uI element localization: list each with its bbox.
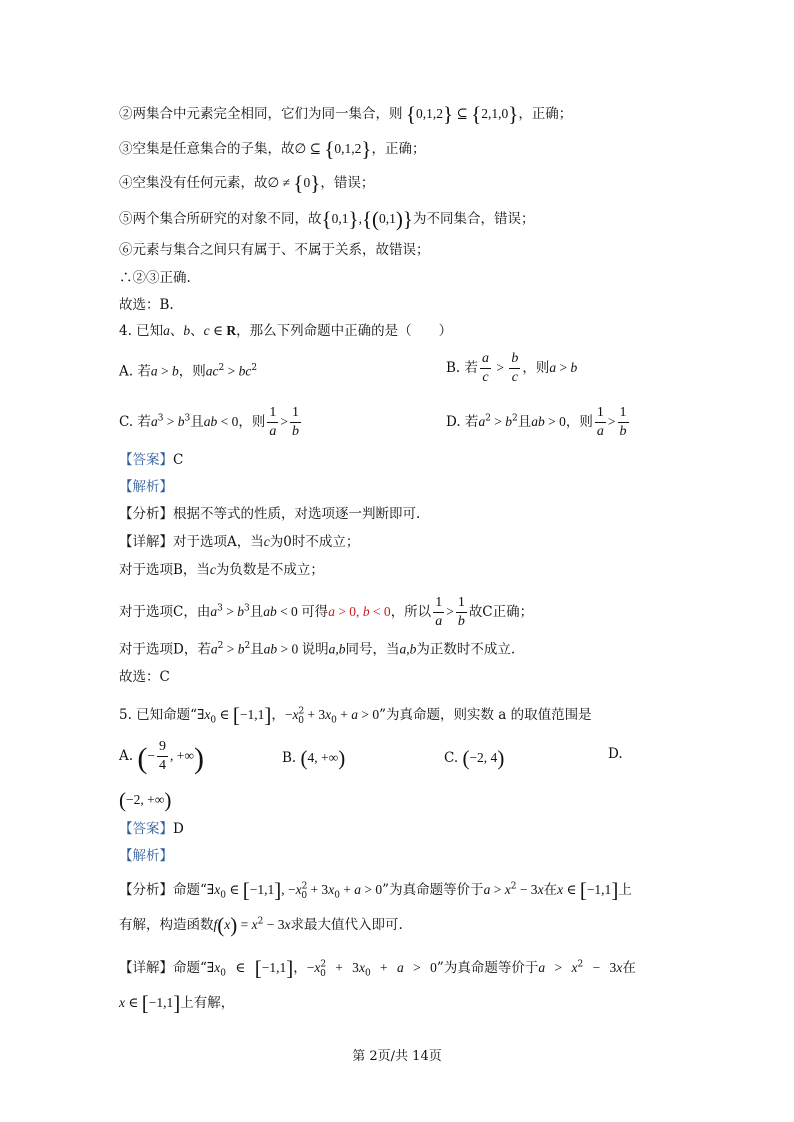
answer-tag: 【答案】: [119, 821, 173, 837]
set: 0,1: [331, 211, 349, 226]
detail-text: 上有解，: [180, 995, 235, 1011]
q4-answer: [119, 454, 183, 468]
option-label: C.: [444, 750, 459, 766]
fenxi-text: 命题“: [173, 882, 207, 898]
q4-conclusion: 故选：C: [119, 669, 170, 685]
set-a: 0,1,2: [415, 106, 443, 121]
q4-detail-2: 对于选项B，当c为负数是不成立；: [119, 562, 324, 578]
detail-text: 对于选项D，若: [119, 641, 211, 658]
q4-option-d: D. 若$a^2 > b^2$且ab > 0，则 $\frac{1}{a}$ > $\frac{1}{b}$: [446, 405, 627, 439]
line-text: ⑤两个集合所研究的对象不同，故: [119, 211, 322, 227]
detail-text: 对于选项B，当: [119, 562, 210, 578]
q5-fenxi-1: 【分析】命题“$\exists x_0$ ∈ [−1,1], $-x^2_0 + 3x_0 + a > 0$”为真命题等价于$a > x^2 - 3x$在x ∈ [−1,1]上: [119, 878, 632, 902]
q4-detail-3: 对于选项C，由$a^3 > b^3$且ab < 0 可得a > 0, b < 0，所以 $\frac{1}{a}$ > $\frac{1}{b}$ 故C正确；: [119, 595, 534, 629]
detail-text: 为0时不成立；: [269, 534, 360, 550]
q5-option-d-value: (−2, +∞): [119, 788, 172, 812]
text-line-5: ⑥元素与集合之间只有属于、不属于关系，故错误；: [119, 242, 430, 258]
text-line-3: ④空集没有任何元素，故∅ ≠ {0}，错误；: [119, 171, 375, 195]
fenxi-text: 上: [618, 882, 632, 898]
stem-text: ，: [271, 707, 285, 723]
option-label: D. 若: [446, 414, 479, 430]
fenxi-text: 有解，构造函数: [119, 917, 214, 933]
set: 0,1,2: [334, 141, 362, 156]
option-text: 且: [517, 414, 532, 430]
text-line-6: ∴②③正确.: [119, 270, 191, 286]
q4-fenxi: [119, 508, 420, 522]
detail-text: 同号，当: [345, 641, 400, 658]
q4-analysis-tag: 【解析】: [119, 479, 173, 495]
detail-text: ”为真命题等价于: [436, 960, 539, 976]
fenxi-tag: 【分析】: [119, 506, 173, 522]
page-footer: 第 2页/共 14页: [352, 1049, 442, 1064]
stem-text: 4. 已知: [119, 323, 164, 339]
detail-text: 为负数是不成立；: [215, 562, 324, 578]
set: 0,1: [379, 211, 396, 226]
detail-text: 对于选项A，当: [173, 534, 264, 550]
stem-text: ，那么下列命题中正确的是（ ）: [236, 323, 453, 339]
line-text: ，错误；: [320, 175, 375, 191]
line-text: 为不同集合，错误；: [413, 211, 535, 227]
fenxi-tag: 【分析】: [119, 882, 173, 898]
q4-option-b: B. 若 $\frac{a}{c}$ > $\frac{b}{c}$ ，则a > b: [446, 351, 578, 385]
option-text: ，则: [522, 360, 550, 376]
detail-text: 说明: [301, 641, 329, 658]
answer-value: C: [173, 452, 184, 468]
q5-option-d: [608, 748, 623, 762]
detail-tag: 【详解】: [119, 534, 173, 550]
fenxi-text: 在: [543, 882, 558, 898]
q4-stem: 4. 已知a、b、c ∈ R，那么下列命题中正确的是（ ）: [119, 323, 453, 339]
q5-stem: 5. 已知命题“$\exists x_0$ ∈ [−1,1]，$-x^2_0 + 3x_0 + a > 0$”为真命题，则实数 a 的取值范围是: [119, 703, 592, 727]
option-text: 且: [190, 414, 204, 430]
option-label: B.: [282, 750, 297, 766]
option-text: ，则: [178, 363, 206, 380]
detail-text: 可得: [301, 604, 329, 620]
fenxi-text: 求最大值代入即可.: [290, 917, 403, 933]
detail-text: 故C正确；: [468, 604, 534, 620]
option-text: ，则: [565, 414, 593, 430]
detail-text: 对于选项C，由: [119, 604, 211, 620]
stem-text: 5. 已知命题“: [119, 707, 198, 723]
q5-option-b: B. (4, +∞): [282, 746, 346, 770]
detail-text: 且: [249, 604, 264, 620]
fenxi-text: ”为真命题等价于: [382, 882, 484, 898]
q5-option-c: C. (−2, 4): [444, 746, 505, 770]
answer-value: D: [173, 821, 184, 837]
q4-detail-4: 对于选项D，若$a^2 > b^2$且ab > 0 说明a,b同号，当a,b为正数时不成立.: [119, 641, 516, 658]
q4-option-c: C. 若$a^3 > b^3$且ab < 0，则 $\frac{1}{a}$ > $\frac{1}{b}$: [119, 405, 300, 439]
option-label: A.: [119, 748, 134, 764]
q5-fenxi-2: 有解，构造函数$f(x) = x^2 - 3x$求最大值代入即可.: [119, 913, 403, 937]
detail-text: 命题“: [173, 960, 207, 976]
q5-detail-1: 【详解】命题“$\exists x_0$ ∈ [−1,1]，$-x^2_0 + 3x_0 + a > 0$”为真命题等价于$a > x^2 - 3x$在: [119, 956, 636, 980]
detail-text: 且: [250, 641, 264, 658]
text-line-1: ②两集合中元素完全相同，它们为同一集合，则 {0,1,2} ⊆ {2,1,0}，正确；: [119, 102, 573, 126]
q5-answer: [119, 823, 184, 837]
set: 0: [303, 175, 311, 190]
detail-text: ，: [293, 960, 307, 976]
text-line-7: 故选：B.: [119, 297, 174, 313]
text-line-2: ③空集是任意集合的子集，故∅ ⊆ {0,1,2}，正确；: [119, 137, 426, 161]
fenxi-text: 根据不等式的性质，对选项逐一判断即可.: [173, 506, 421, 522]
line-text: ，正确；: [518, 106, 573, 122]
line-text: ②两集合中元素完全相同，它们为同一集合，则: [119, 106, 403, 122]
text-line-4: ⑤两个集合所研究的对象不同，故{0,1},{(0,1)}为不同集合，错误；: [119, 207, 535, 231]
option-label: A. 若: [119, 363, 151, 380]
set-b: 2,1,0: [481, 106, 509, 121]
detail-text: 在: [622, 960, 636, 976]
q5-analysis-tag: 【解析】: [119, 848, 173, 864]
option-label: C. 若: [119, 414, 151, 430]
option-label: D.: [608, 746, 623, 762]
detail-tag: 【详解】: [119, 960, 173, 976]
option-text: ，则: [238, 414, 266, 430]
q4-option-a: A. 若a > b，则$ac^2 > bc^2$: [119, 363, 258, 380]
q5-detail-2: x ∈ [−1,1]上有解，: [119, 991, 235, 1015]
q5-option-a: A. (− $\frac{9}{4}$ , +∞): [119, 739, 204, 775]
line-text: ③空集是任意集合的子集，故: [119, 141, 295, 157]
detail-text: 为正数时不成立.: [416, 641, 516, 658]
stem-text: ”为真命题，则实数 a 的取值范围是: [379, 707, 592, 723]
line-text: ④空集没有任何元素，故: [119, 175, 268, 191]
line-text: ，正确；: [371, 141, 426, 157]
detail-text: ，所以: [390, 604, 432, 620]
option-label: B. 若: [446, 360, 479, 376]
answer-tag: 【答案】: [119, 452, 173, 468]
q4-detail-1: 【详解】对于选项A，当c为0时不成立；: [119, 534, 360, 550]
